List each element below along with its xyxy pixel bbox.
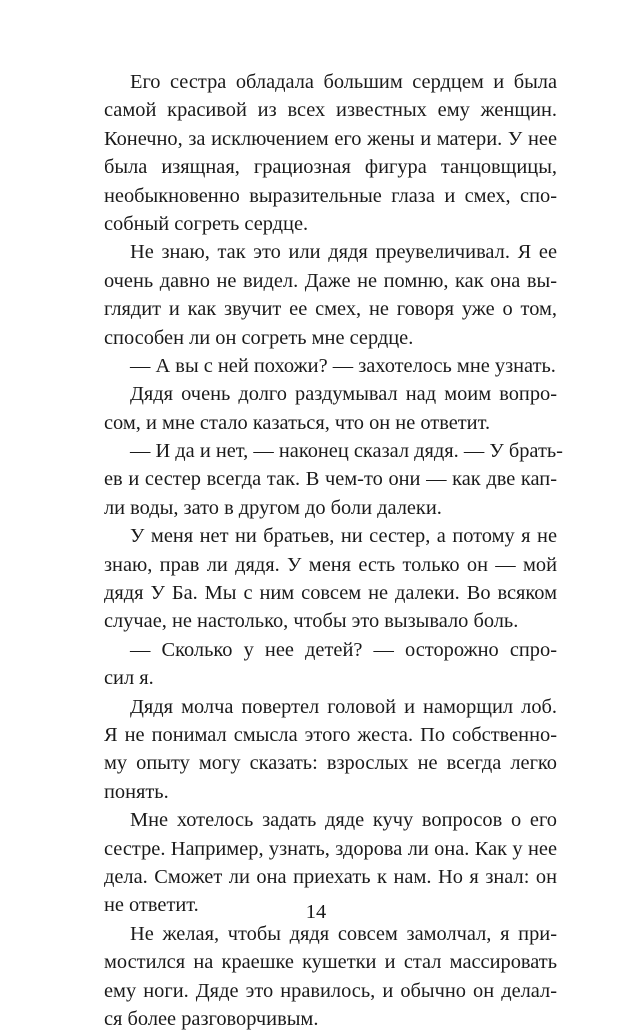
- text-line: Не желая, чтобы дядя совсем замолчал, я при-: [130, 922, 557, 945]
- text-line: знаю, прав ли дядя. У меня есть только он — мой: [104, 553, 557, 576]
- text-line: Дядя очень долго раздумывал над моим вопро-: [130, 383, 557, 406]
- text-line: сестре. Например, узнать, здорова ли она. Как у нее: [104, 837, 557, 860]
- text-line: Его сестра обладала большим сердцем и была: [130, 71, 557, 93]
- text-line: Мне хотелось задать дяде кучу вопросов о его: [130, 809, 557, 832]
- text-line: — А вы с ней похожи? — захотелось мне узнать.: [130, 354, 556, 377]
- text-line: ли воды, зато в другом до боли далеки.: [104, 496, 442, 519]
- text-line: не ответит.: [104, 894, 199, 917]
- page-text: [104, 68, 563, 1033]
- page-number: 14: [305, 901, 327, 923]
- text-line: необыкновенно выразительные глаза и смех, спо-: [104, 184, 557, 207]
- text-line: ему ноги. Дяде это нравилось, и обычно он делал-: [104, 979, 557, 1002]
- text-line: дела. Сможет ли она приехать к нам. Но я знал: он: [104, 865, 557, 888]
- text-line: мостился на краешке кушетки и стал массировать: [104, 951, 557, 974]
- text-line: сил я.: [104, 667, 154, 690]
- text-line: му опыту могу сказать: взрослых не всегда легко: [104, 752, 557, 775]
- text-line: случае, не настолько, чтобы это вызывало боль.: [104, 610, 519, 633]
- text-line: дядя У Ба. Мы с ним совсем не далеки. Во всяком: [104, 582, 557, 605]
- text-line: Конечно, за исключением его жены и матери. У нее: [104, 127, 557, 150]
- text-line: сом, и мне стало казаться, что он не ответит.: [104, 411, 491, 434]
- text-line: глядит и как звучит ее смех, не говоря уже о том,: [104, 298, 557, 321]
- text-line: У меня нет ни братьев, ни сестер, а потому я не: [130, 525, 557, 548]
- text-line: — Сколько у нее детей? — осторожно спро-: [130, 638, 557, 661]
- text-line: была изящная, грациозная фигура танцовщицы,: [104, 156, 557, 179]
- text-line: — И да и нет, — наконец сказал дядя. — У брать-: [130, 440, 563, 463]
- text-line: Не знаю, так это или дядя преувеличивал. Я ее: [130, 241, 557, 264]
- text-line: собный согреть сердце.: [104, 212, 309, 235]
- text-line: самой красивой из всех известных ему женщин.: [104, 99, 557, 122]
- text-line: ев и сестер всегда так. В чем-то они — как две кап-: [104, 468, 557, 491]
- text-line: способен ли он согреть мне сердце.: [104, 326, 414, 349]
- text-line: понять.: [104, 780, 169, 803]
- text-line: Я не понимал смысла этого жеста. По собственно-: [104, 723, 557, 746]
- text-line: очень давно не видел. Даже не помню, как она вы-: [104, 269, 557, 292]
- text-line: Дядя молча повертел головой и наморщил лоб.: [130, 695, 557, 718]
- text-line: ся более разговорчивым.: [104, 1007, 319, 1030]
